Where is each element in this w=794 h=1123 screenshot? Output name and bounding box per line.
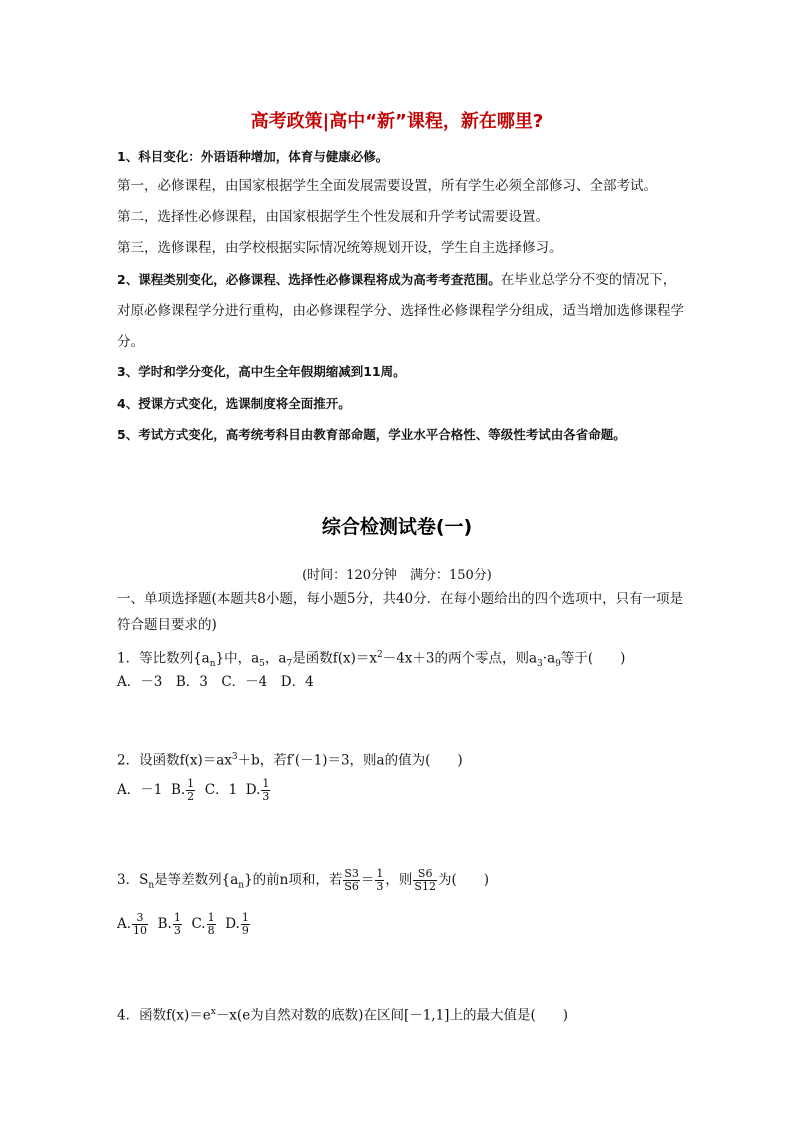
policy-point-2-body: 在毕业总学分不变的情况下，对原必修课程学分进行重构，由必修课程学分、选择性必修课程学分组成，适当增加选修课程学分。 [117,272,684,350]
frac-den: 3 [376,880,384,893]
frac-den: 10 [133,924,148,937]
q3-option-c-label: C. [191,916,206,932]
policy-point-2-lead: 2、课程类别变化，必修课程、选择性必修课程将成为高考考查范围。 [117,272,501,287]
q1-sub: 9 [555,659,561,670]
frac-num: S3 [344,867,359,880]
q2-option-d-fraction [261,778,270,803]
q2-option-c: C．1 [204,782,238,798]
policy-point-4: 4、授课方式变化，选课制度将全面推开。 [117,396,351,411]
q2-option-a: A．－1 [117,782,163,798]
q3-fraction-2 [375,868,384,893]
question-1 [117,645,687,674]
q3-text: 是等差数列{a [154,872,239,888]
policy-point-1a: 第一，必修课程，由国家根据学生全面发展需要设置，所有学生必须全部修习、全部考试。 [117,178,657,194]
frac-num: S6 [413,868,437,881]
q2-sup: 3 [231,752,238,762]
q3-option-d-label: D. [225,916,240,932]
q1-sub: 7 [286,659,293,670]
policy-title: 高考政策|高中“新”课程，新在哪里? [250,111,544,132]
frac-den: S12 [414,880,436,893]
q3-text: ＝ [360,872,375,888]
q1-text: 是函数f(x)＝x [292,650,377,667]
question-3-options [117,912,687,948]
q3-text: }的前n项和，若 [244,872,343,888]
question-1-options: A．－3 B．3 C．－4 D．4 [117,674,314,690]
frac-num: 3 [132,912,148,925]
frac-num: 1 [241,911,249,924]
exam-subtitle: (时间：120分钟 满分：150分) [302,568,492,583]
question-4 [117,1002,687,1026]
q1-sub: 3 [537,659,543,670]
q3-option-b-fraction [173,912,182,937]
frac-den: S6 [344,880,359,893]
q3-text: ，则 [385,872,413,888]
frac-num: 1 [173,911,181,924]
frac-num: 1 [187,777,195,790]
policy-point-5: 5、考试方式变化，高考统考科目由教育部命题，学业水平合格性、等级性考试由各省命题。 [117,427,626,442]
q2-text: 2．设函数f(x)＝ax [117,752,232,769]
q3-text: 为( ) [437,872,490,888]
q3-text: 3．S [117,872,149,888]
q3-option-a-label: A. [117,916,132,932]
policy-point-1: 1、科目变化：外语语种增加，体育与健康必修。 [117,149,389,164]
section-heading: 一、单项选择题(本题共8小题，每小题5分，共40分．在每小题给出的四个选项中，只有一项是符合题目要求的) [117,591,684,633]
policy-point-3: 3、学时和学分变化，高中生全年假期缩减到11周。 [117,364,406,379]
policy-point-1c: 第三，选修课程，由学校根据实际情况统筹规划开设，学生自主选择修习。 [117,240,563,256]
frac-den: 2 [187,790,195,803]
q4-text: －x(e为自然对数的底数)在区间[－1,1]上的最大值是( ) [215,1007,568,1024]
q2-option-b-fraction [186,778,195,803]
q1-text: 等于( ) [560,650,626,667]
exam-title: 综合检测试卷(一) [321,516,473,538]
question-2-options [117,778,687,814]
policy-point-1b: 第二，选择性必修课程，由国家根据学生个性发展和升学考试需要设置。 [117,209,549,225]
q4-sup: x [210,1007,216,1017]
frac-num: 1 [207,911,215,924]
frac-den: 9 [241,924,249,937]
q3-option-c-fraction [207,912,216,937]
frac-den: 3 [173,924,181,937]
q2-option-b-label: B. [170,782,186,798]
frac-den: 8 [207,924,215,937]
q1-text: ，a [264,650,287,667]
frac-den: 3 [262,790,270,803]
q4-text: 4．函数f(x)＝e [117,1007,211,1024]
q1-text: ·a [542,650,556,667]
q2-option-d-label: D. [245,782,261,798]
q2-text: ＋b，若f′(－1)＝3，则a的值为( ) [237,752,463,769]
q1-text: 1．等比数列{a [117,650,210,667]
q3-option-a-fraction [132,912,148,937]
q3-option-d-fraction [241,912,250,937]
q3-sub: n [238,880,245,891]
frac-num: 1 [376,867,384,880]
q3-fraction-1 [343,868,360,893]
policy-point-2 [117,264,687,358]
question-2 [117,747,687,771]
q1-sub: n [209,659,216,670]
q1-text: －4x＋3的两个零点，则a [382,650,538,667]
q1-sub: 5 [259,659,265,670]
q3-sub: n [148,880,155,891]
q1-text: }中，a [215,650,260,667]
q1-sup: 2 [376,650,383,660]
question-3 [117,868,687,904]
frac-num: 1 [262,777,270,790]
q3-option-b-label: B. [157,916,172,932]
q3-fraction-3 [413,868,437,893]
